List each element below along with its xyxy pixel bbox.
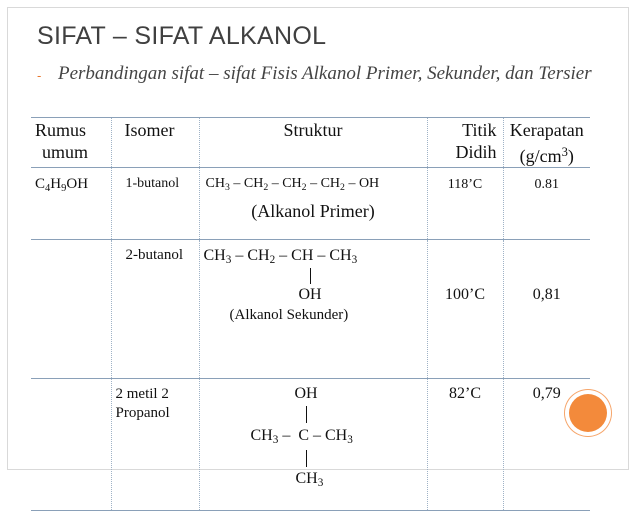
- cell-rumus: [31, 379, 111, 511]
- cell-struktur: [199, 379, 427, 511]
- cell-kerapatan: 0.81: [503, 168, 590, 240]
- header-kerapatan: [503, 118, 590, 168]
- struktur-bottom: $CH_3$: [295, 470, 324, 489]
- bond-line: [310, 268, 311, 284]
- struktur-formula: $CH_3 - CH_2 - CH_2 - CH_2$ – OH: [205, 176, 380, 193]
- isomer-line2: Propanol: [115, 405, 170, 421]
- struktur-label: (Alkanol Sekunder): [229, 307, 349, 323]
- cell-rumus: [31, 240, 111, 379]
- struktur-label: (Alkanol Primer): [251, 201, 375, 221]
- header-titik-didih: [427, 118, 503, 168]
- decorative-circle: [569, 394, 607, 432]
- slide-title: SIFAT – SIFAT ALKANOL: [37, 22, 327, 50]
- cell-kerapatan: 0,79: [503, 379, 590, 511]
- table-row: [31, 379, 590, 511]
- cell-rumus: [31, 168, 111, 240]
- header-isomer: Isomer: [111, 118, 199, 168]
- rumus-formula: $C_4H_9OH$: [35, 176, 89, 194]
- properties-table: [31, 117, 590, 511]
- cell-isomer: 1-butanol: [111, 168, 199, 240]
- cell-titik-didih: 100’C: [427, 240, 503, 379]
- header-kerapatan-line1: Kerapatan: [509, 120, 584, 140]
- bullet-marker: -: [37, 68, 42, 83]
- isomer-line1: 2 metil 2: [115, 386, 169, 402]
- cell-titik-didih: 118’C: [427, 168, 503, 240]
- cell-kerapatan: 0,81: [503, 240, 590, 379]
- struktur-formula: $CH_3 - CH_2$ – CH – $CH_3$: [203, 247, 358, 266]
- header-titik-line1: Titik: [462, 120, 497, 140]
- struktur-top: OH: [294, 385, 318, 402]
- cell-titik-didih: 82’C: [427, 379, 503, 511]
- bond-line: [306, 450, 307, 467]
- table-row: [31, 168, 590, 240]
- header-rumus-line2: umum: [42, 142, 89, 162]
- header-struktur: Struktur: [199, 118, 427, 168]
- header-rumus-line1: Rumus: [35, 120, 87, 140]
- struktur-branch: OH: [298, 286, 322, 303]
- cell-struktur: [199, 240, 427, 379]
- struktur-main: $CH_3$ – C – $CH_3$: [250, 427, 353, 446]
- cell-struktur: [199, 168, 427, 240]
- header-kerapatan-line2: $(g/cm^3)$: [519, 145, 574, 166]
- table-header-row: [31, 118, 590, 168]
- slide-subtitle: Perbandingan sifat – sifat Fisis Alkanol Primer, Sekunder, dan Tersier: [58, 63, 592, 84]
- header-rumus-umum: [31, 118, 111, 168]
- cell-isomer: [111, 379, 199, 511]
- bond-line: [306, 406, 307, 423]
- table-row: [31, 240, 590, 379]
- cell-isomer: 2-butanol: [111, 240, 199, 379]
- header-titik-line2: Didih: [455, 142, 497, 162]
